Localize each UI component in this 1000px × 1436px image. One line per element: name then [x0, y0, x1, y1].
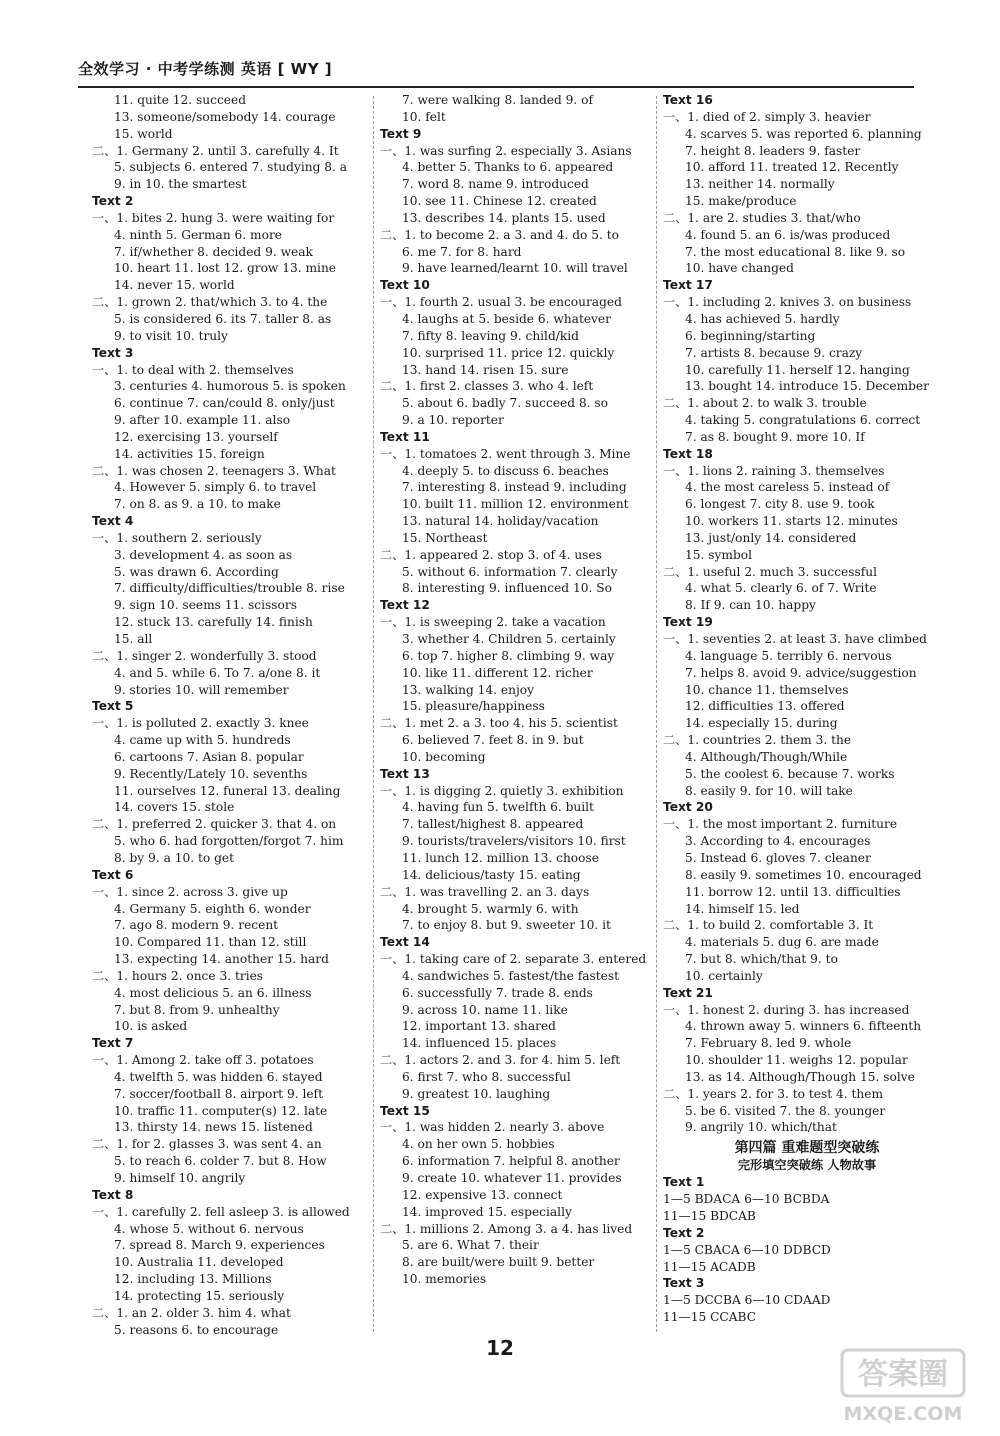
answer-line: 8. If 9. can 10. happy: [685, 598, 816, 613]
answer-line: 7. fifty 8. leaving 9. child/kid: [402, 328, 579, 343]
answer-line: 4. scarves 5. was reported 6. planning: [685, 126, 922, 141]
answer-line: 6. longest 7. city 8. use 9. took: [685, 497, 875, 512]
answer-line: 一、1. since 2. across 3. give up: [92, 884, 288, 899]
answer-line: 4. and 5. while 6. To 7. a/one 8. it: [114, 665, 321, 680]
answer-line: 8. interesting 9. influenced 10. So: [402, 581, 612, 596]
answer-line: 6. continue 7. can/could 8. only/just: [114, 396, 335, 411]
answer-line: 4. sandwiches 5. fastest/the fastest: [402, 968, 620, 983]
answer-line: 5. be 6. visited 7. the 8. younger: [685, 1103, 886, 1118]
answer-line: 14. especially 15. during: [685, 716, 838, 731]
answer-line: 10. like 11. different 12. richer: [402, 665, 593, 680]
answer-line: 二、1. are 2. studies 3. that/who: [663, 210, 861, 225]
answer-line: 15. world: [114, 126, 173, 141]
text-heading: Text 12: [380, 598, 430, 613]
answer-line: 10. traffic 11. computer(s) 12. late: [114, 1103, 328, 1118]
answer-line: 15. symbol: [685, 547, 752, 562]
answer-line: 二、1. met 2. a 3. too 4. his 5. scientist: [380, 716, 618, 731]
answer-line: 二、1. was travelling 2. an 3. days: [380, 884, 590, 899]
page-header: 全效学习 · 中考学练测 英语 [ WY ]: [78, 60, 333, 78]
text-heading: Text 15: [380, 1103, 430, 1118]
answer-line: 10. shoulder 11. weighs 12. popular: [685, 1053, 908, 1068]
answer-line: 5. the coolest 6. because 7. works: [685, 766, 895, 781]
answer-line: 6. believed 7. feet 8. in 9. but: [402, 733, 584, 748]
answer-line: 一、1. to deal with 2. themselves: [92, 362, 294, 377]
answer-line: 4. Germany 5. eighth 6. wonder: [114, 901, 311, 916]
answer-line: 5. are 6. What 7. their: [402, 1238, 539, 1253]
answer-line: 13. neither 14. normally: [685, 177, 835, 192]
answer-line: 13. bought 14. introduce 15. December: [685, 379, 929, 394]
answer-line: 13. describes 14. plants 15. used: [402, 210, 606, 225]
text-heading: Text 9: [380, 126, 422, 141]
text-heading: Text 5: [92, 699, 134, 714]
answer-line: 9. to visit 10. truly: [114, 328, 228, 343]
answer-line: 5. reasons 6. to encourage: [114, 1322, 279, 1337]
answer-line: 7. ago 8. modern 9. recent: [114, 918, 279, 933]
answer-line: 二、1. singer 2. wonderfully 3. stood: [92, 648, 317, 663]
answer-line: 1—5 BDACA 6—10 BCBDA: [663, 1192, 830, 1207]
answer-line: 3. development 4. as soon as: [114, 547, 293, 562]
answer-line: 4. the most careless 5. instead of: [685, 480, 890, 495]
answer-line: 4. came up with 5. hundreds: [114, 733, 291, 748]
text-heading: Text 16: [663, 93, 713, 107]
answer-line: 3. According to 4. encourages: [685, 834, 871, 849]
answer-line: 14. activities 15. foreign: [114, 446, 265, 461]
header-rule: [78, 86, 914, 88]
answer-line: 6. first 7. who 8. successful: [402, 1069, 571, 1084]
answer-line: 4. has achieved 5. hardly: [685, 311, 840, 326]
answer-line: 一、1. the most important 2. furniture: [663, 817, 898, 832]
answer-line: 二、1. an 2. older 3. him 4. what: [92, 1305, 291, 1320]
answer-line: 7. difficulty/difficulties/trouble 8. rise: [114, 581, 345, 596]
watermark-text: 答案圈: [858, 1357, 948, 1392]
answer-line: 14. covers 15. stole: [114, 800, 235, 815]
answer-line: 10. is asked: [114, 1019, 188, 1034]
answer-line: 9. tourists/travelers/visitors 10. first: [402, 834, 626, 849]
answer-column-1: [92, 92, 380, 1338]
answer-line: 7. spread 8. March 9. experiences: [114, 1238, 325, 1253]
answer-line: 一、1. was surfing 2. especially 3. Asians: [380, 143, 632, 158]
answer-line: 15. pleasure/happiness: [402, 699, 545, 714]
text-heading: Text 17: [663, 278, 713, 293]
text-heading: Text 21: [663, 985, 713, 1000]
answer-line: 10. surprised 11. price 12. quickly: [402, 345, 615, 360]
answer-line: 5. is considered 6. its 7. taller 8. as: [114, 311, 332, 326]
answer-line: 6. successfully 7. trade 8. ends: [402, 985, 593, 1000]
answer-line: 4. Although/Though/While: [685, 749, 848, 764]
answer-line: 9. have learned/learnt 10. will travel: [402, 261, 628, 276]
answer-line: 10. afford 11. treated 12. Recently: [685, 160, 899, 175]
answer-line: 14. delicious/tasty 15. eating: [402, 867, 581, 882]
text-heading: Text 3: [92, 345, 134, 360]
answer-line: 5. about 6. badly 7. succeed 8. so: [402, 396, 609, 411]
answer-line: 一、1. bites 2. hung 3. were waiting for: [92, 210, 335, 225]
text-heading: Text 6: [92, 867, 134, 882]
text-heading: Text 19: [663, 615, 713, 630]
answer-line: 一、1. died of 2. simply 3. heavier: [663, 109, 871, 124]
answer-line: 10. see 11. Chinese 12. created: [402, 194, 597, 209]
answer-line: 二、1. years 2. for 3. to test 4. them: [663, 1086, 884, 1101]
answer-line: 一、1. honest 2. during 3. has increased: [663, 1002, 910, 1017]
text-heading: Text 1: [663, 1175, 705, 1190]
answer-line: 7. tallest/highest 8. appeared: [402, 817, 584, 832]
answer-line: 7. to enjoy 8. but 9. sweeter 10. it: [402, 918, 611, 933]
text-heading: Text 11: [380, 429, 430, 444]
answer-line: 4. However 5. simply 6. to travel: [114, 480, 317, 495]
answer-line: 7. were walking 8. landed 9. of: [402, 93, 594, 107]
text-heading: Text 18: [663, 446, 713, 461]
answer-line: 14. never 15. world: [114, 278, 235, 293]
answer-line: 6. beginning/starting: [685, 328, 816, 343]
answer-line: 10. chance 11. themselves: [685, 682, 849, 697]
answer-line: 一、1. southern 2. seriously: [92, 530, 262, 545]
answer-line: 二、1. first 2. classes 3. who 4. left: [380, 379, 594, 394]
answer-line: 4. better 5. Thanks to 6. appeared: [402, 160, 614, 175]
answer-line: 12. important 13. shared: [402, 1019, 556, 1034]
answer-line: 7. on 8. as 9. a 10. to make: [114, 497, 281, 512]
answer-line: 二、1. to build 2. comfortable 3. It: [663, 918, 874, 933]
answer-line: 13. someone/somebody 14. courage: [114, 109, 336, 124]
answer-line: 二、1. actors 2. and 3. for 4. him 5. left: [380, 1053, 621, 1068]
answer-line: 13. hand 14. risen 15. sure: [402, 362, 569, 377]
answer-line: 9. Recently/Lately 10. sevenths: [114, 766, 308, 781]
answer-line: 7. the most educational 8. like 9. so: [685, 244, 906, 259]
answer-line: 二、1. Germany 2. until 3. carefully 4. It: [92, 143, 339, 158]
answer-line: 9. a 10. reporter: [402, 413, 504, 428]
answer-line: 1—5 DCCBA 6—10 CDAAD: [663, 1293, 831, 1308]
answer-line: 10. carefully 11. herself 12. hanging: [685, 362, 910, 377]
answer-column-3: [663, 92, 951, 1326]
answer-line: 10. felt: [402, 109, 446, 124]
section-title: 第四篇 重难题型突破练: [734, 1140, 880, 1157]
answer-line: 6. information 7. helpful 8. another: [402, 1154, 620, 1169]
answer-line: 一、1. lions 2. raining 3. themselves: [663, 463, 885, 478]
text-heading: Text 10: [380, 278, 430, 293]
answer-line: 11—15 ACADB: [663, 1259, 756, 1274]
answer-line: 10. have changed: [685, 261, 794, 276]
answer-line: 12. expensive 13. connect: [402, 1187, 563, 1202]
answer-line: 一、1. Among 2. take off 3. potatoes: [92, 1053, 314, 1068]
answer-line: 二、1. countries 2. them 3. the: [663, 733, 852, 748]
answer-line: 二、1. was chosen 2. teenagers 3. What: [92, 463, 336, 478]
answer-line: 二、1. about 2. to walk 3. trouble: [663, 396, 867, 411]
answer-line: 12. stuck 13. carefully 14. finish: [114, 615, 313, 630]
answer-line: 11—15 CCABC: [663, 1310, 757, 1325]
watermark-domain: MXQE.COM: [843, 1403, 963, 1425]
answer-line: 二、1. for 2. glasses 3. was sent 4. an: [92, 1137, 322, 1152]
answer-line: 4. brought 5. warmly 6. with: [402, 901, 579, 916]
answer-line: 13. thirsty 14. news 15. listened: [114, 1120, 313, 1135]
answer-line: 7. height 8. leaders 9. faster: [685, 143, 861, 158]
answer-line: 9. stories 10. will remember: [114, 682, 289, 697]
watermark-logo: [838, 1346, 968, 1428]
answer-line: 10. workers 11. starts 12. minutes: [685, 514, 898, 529]
answer-line: 3. centuries 4. humorous 5. is spoken: [114, 379, 346, 394]
text-heading: Text 13: [380, 766, 430, 781]
answer-line: 3. whether 4. Children 5. certainly: [402, 632, 616, 646]
text-heading: Text 4: [92, 514, 134, 529]
answer-line: 14. improved 15. especially: [402, 1204, 572, 1219]
answer-line: 6. cartoons 7. Asian 8. popular: [114, 749, 304, 764]
answer-line: 5. was drawn 6. According: [114, 564, 279, 579]
answer-line: 二、1. to become 2. a 3. and 4. do 5. to: [380, 227, 619, 242]
answer-line: 10. Australia 11. developed: [114, 1255, 284, 1270]
answer-line: 一、1. is sweeping 2. take a vacation: [380, 615, 606, 630]
text-heading: Text 3: [663, 1276, 705, 1291]
page-number: 12: [486, 1336, 514, 1360]
answer-line: 4. what 5. clearly 6. of 7. Write: [685, 581, 877, 596]
answer-line: 9. himself 10. angrily: [114, 1171, 246, 1185]
column-divider: [656, 96, 657, 1332]
answer-line: 5. who 6. had forgotten/forgot 7. him: [114, 834, 344, 849]
answer-line: 4. deeply 5. to discuss 6. beaches: [402, 463, 609, 478]
answer-line: 13. natural 14. holiday/vacation: [402, 514, 599, 529]
text-heading: Text 14: [380, 935, 430, 950]
answer-line: 4. having fun 5. twelfth 6. built: [402, 800, 594, 815]
answer-line: 二、1. millions 2. Among 3. a 4. has lived: [380, 1221, 633, 1236]
answer-line: 4. ninth 5. German 6. more: [114, 227, 282, 242]
answer-line: 12. difficulties 13. offered: [685, 699, 845, 714]
answer-line: 5. to reach 6. colder 7. but 8. How: [114, 1154, 327, 1169]
answer-line: 7. February 8. led 9. whole: [685, 1036, 852, 1051]
answer-line: 4. twelfth 5. was hidden 6. stayed: [114, 1069, 323, 1084]
answer-line: 1—5 CBACA 6—10 DDBCD: [663, 1242, 831, 1257]
text-heading: Text 7: [92, 1036, 134, 1051]
answer-line: 11. ourselves 12. funeral 13. dealing: [114, 783, 341, 798]
text-heading: Text 8: [92, 1187, 134, 1202]
answer-line: 7. artists 8. because 9. crazy: [685, 345, 863, 360]
answer-line: 7. if/whether 8. decided 9. weak: [114, 244, 313, 259]
answer-line: 9. in 10. the smartest: [114, 177, 247, 192]
text-heading: Text 2: [663, 1225, 705, 1240]
answer-line: 8. easily 9. sometimes 10. encouraged: [685, 867, 922, 882]
answer-line: 一、1. tomatoes 2. went through 3. Mine: [380, 446, 631, 461]
answer-line: 10. Compared 11. than 12. still: [114, 935, 307, 950]
answer-line: 6. top 7. higher 8. climbing 9. way: [402, 648, 615, 663]
answer-line: 5. without 6. information 7. clearly: [402, 564, 618, 579]
answer-line: 二、1. grown 2. that/which 3. to 4. the: [92, 295, 328, 310]
answer-line: 13. just/only 14. considered: [685, 530, 857, 545]
answer-line: 14. himself 15. led: [685, 901, 800, 916]
answer-line: 7. but 8. which/that 9. to: [685, 952, 838, 967]
text-heading: Text 2: [92, 194, 134, 209]
answer-line: 4. laughs at 5. beside 6. whatever: [402, 311, 611, 326]
answer-line: 二、1. useful 2. much 3. successful: [663, 564, 878, 579]
answer-line: 8. by 9. a 10. to get: [114, 850, 234, 865]
answer-line: 10. becoming: [402, 749, 486, 764]
answer-line: 11—15 BDCAB: [663, 1209, 756, 1223]
answer-line: 8. are built/were built 9. better: [402, 1255, 595, 1270]
answer-line: 4. thrown away 5. winners 6. fifteenth: [685, 1019, 922, 1034]
answer-line: 15. make/produce: [685, 194, 797, 209]
answer-line: 7. soccer/football 8. airport 9. left: [114, 1086, 323, 1101]
answer-line: 9. create 10. whatever 11. provides: [402, 1171, 622, 1185]
answer-line: 8. easily 9. for 10. will take: [685, 783, 853, 798]
answer-line: 一、1. including 2. knives 3. on business: [663, 295, 912, 310]
answer-line: 一、1. was hidden 2. nearly 3. above: [380, 1120, 605, 1135]
answer-line: 9. sign 10. seems 11. scissors: [114, 598, 297, 613]
answer-line: 4. taking 5. congratulations 6. correct: [685, 413, 921, 428]
answer-line: 4. materials 5. dug 6. are made: [685, 935, 879, 950]
answer-line: 11. lunch 12. million 13. choose: [402, 850, 599, 865]
answer-line: 一、1. fourth 2. usual 3. be encouraged: [380, 295, 622, 310]
answer-line: 7. word 8. name 9. introduced: [402, 177, 589, 192]
answer-line: 一、1. carefully 2. fell asleep 3. is allowed: [92, 1204, 350, 1219]
answer-line: 9. after 10. example 11. also: [114, 413, 291, 428]
answer-line: 6. me 7. for 8. hard: [402, 244, 522, 259]
answer-line: 二、1. appeared 2. stop 3. of 4. uses: [380, 547, 602, 562]
answer-line: 一、1. seventies 2. at least 3. have climbed: [663, 632, 927, 646]
column-divider: [373, 96, 374, 1332]
answer-line: 12. including 13. Millions: [114, 1272, 272, 1287]
answer-line: 7. as 8. bought 9. more 10. If: [685, 429, 865, 444]
answer-line: 12. exercising 13. yourself: [114, 429, 278, 444]
answer-line: 一、1. is digging 2. quietly 3. exhibition: [380, 783, 624, 798]
answer-line: 11. quite 12. succeed: [114, 93, 247, 107]
answer-line: 一、1. taking care of 2. separate 3. entered: [380, 952, 647, 967]
answer-line: 二、1. hours 2. once 3. tries: [92, 968, 264, 983]
answer-line: 11. borrow 12. until 13. difficulties: [685, 884, 901, 899]
answer-line: 7. interesting 8. instead 9. including: [402, 480, 627, 495]
answer-line: 13. as 14. Although/Though 15. solve: [685, 1069, 915, 1084]
answer-line: 一、1. is polluted 2. exactly 3. knee: [92, 716, 309, 731]
answer-line: 4. whose 5. without 6. nervous: [114, 1221, 304, 1236]
answer-line: 14. protecting 15. seriously: [114, 1288, 285, 1303]
answer-line: 14. influenced 15. places: [402, 1036, 557, 1051]
answer-line: 15. all: [114, 632, 153, 646]
answer-line: 二、1. preferred 2. quicker 3. that 4. on: [92, 817, 337, 832]
answer-line: 5. subjects 6. entered 7. studying 8. a: [114, 160, 348, 175]
answer-line: 10. memories: [402, 1272, 487, 1287]
section-subtitle: 完形填空突破练 人物故事: [737, 1158, 877, 1173]
answer-line: 4. most delicious 5. an 6. illness: [114, 985, 312, 1000]
answer-line: 13. expecting 14. another 15. hard: [114, 952, 329, 967]
answer-line: 10. built 11. million 12. environment: [402, 497, 629, 512]
answer-line: 7. but 8. from 9. unhealthy: [114, 1002, 280, 1017]
text-heading: Text 20: [663, 800, 713, 815]
answer-line: 15. Northeast: [402, 530, 488, 545]
answer-line: 10. certainly: [685, 968, 763, 983]
answer-line: 7. helps 8. avoid 9. advice/suggestion: [685, 665, 917, 680]
answer-line: 9. across 10. name 11. like: [402, 1002, 568, 1017]
answer-line: 4. language 5. terribly 6. nervous: [685, 648, 892, 663]
answer-line: 9. angrily 10. which/that: [685, 1120, 837, 1135]
answer-line: 4. on her own 5. hobbies: [402, 1137, 555, 1152]
answer-line: 5. Instead 6. gloves 7. cleaner: [685, 850, 871, 865]
answer-line: 9. greatest 10. laughing: [402, 1086, 551, 1101]
answer-line: 4. found 5. an 6. is/was produced: [685, 227, 891, 242]
answer-line: 13. walking 14. enjoy: [402, 682, 534, 697]
answer-line: 10. heart 11. lost 12. grow 13. mine: [114, 261, 336, 276]
answer-column-2: [380, 92, 668, 1288]
